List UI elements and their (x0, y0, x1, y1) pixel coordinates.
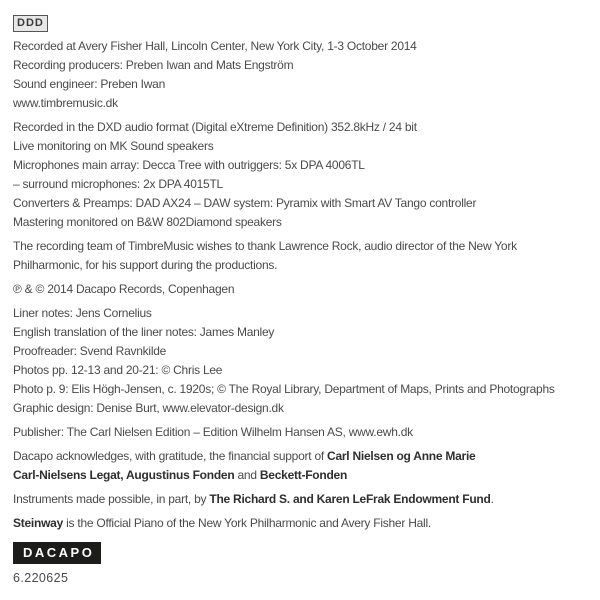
paragraph-financial-support (13, 447, 594, 485)
text-line (13, 423, 594, 442)
text-line (13, 399, 594, 418)
regular-text: Philharmonic, for his support during the productions. (13, 258, 278, 272)
regular-text: Sound engineer: Preben Iwan (13, 77, 166, 91)
regular-text: Instruments made possible, in part, by (13, 492, 210, 506)
bold-text: The Richard S. and Karen LeFrak Endowment Fund (209, 492, 491, 506)
text-line (13, 447, 594, 466)
text-line (13, 490, 594, 509)
regular-text: Dacapo acknowledges, with gratitude, the financial support of (13, 449, 328, 463)
text-line (13, 194, 594, 213)
label-logo-row (13, 538, 594, 564)
text-line (13, 156, 594, 175)
text-line (13, 75, 594, 94)
regular-text: Microphones main array: Decca Tree with outriggers: 5x DPA 4006TL (13, 158, 365, 172)
regular-text: Live monitoring on MK Sound speakers (13, 139, 214, 153)
text-line (13, 137, 594, 156)
text-line (13, 280, 594, 299)
text-line (13, 342, 594, 361)
regular-text: and (234, 468, 260, 482)
regular-text: – surround microphones: 2x DPA 4015TL (13, 177, 223, 191)
text-line (13, 361, 594, 380)
text-line (13, 37, 594, 56)
spars-code-badge: DDD (13, 15, 48, 32)
regular-text: English translation of the liner notes: James Manley (13, 325, 275, 339)
text-line (13, 323, 594, 342)
paragraph-credits (13, 304, 594, 418)
regular-text: Mastering monitored on B&W 802Diamond speakers (13, 215, 282, 229)
paragraph-recording-info (13, 37, 594, 113)
text-line (13, 514, 594, 533)
dacapo-logo: DACAPO (13, 542, 101, 564)
paragraph-technical-details (13, 118, 594, 232)
paragraph-instruments (13, 490, 594, 509)
catalog-number: 6.220625 (13, 571, 69, 585)
text-line (13, 213, 594, 232)
text-line (13, 256, 594, 275)
paragraph-timbremusic-thanks (13, 237, 594, 275)
regular-text: Proofreader: Svend Ravnkilde (13, 344, 167, 358)
text-line (13, 56, 594, 75)
bold-text: Beckett-Fonden (259, 468, 348, 482)
regular-text: Photos pp. 12-13 and 20-21: © Chris Lee (13, 363, 223, 377)
regular-text: Converters & Preamps: DAD AX24 – DAW system: Pyramix with Smart AV Tango controller (13, 196, 477, 210)
regular-text: is the Official Piano of the New York Philharmonic and Avery Fisher Hall. (63, 516, 431, 530)
text-line (13, 237, 594, 256)
regular-text: Recording producers: Preben Iwan and Mats Engström (13, 58, 294, 72)
regular-text: Recorded in the DXD audio format (Digital eXtreme Definition) 352.8kHz / 24 bit (13, 120, 417, 134)
paragraph-steinway (13, 514, 594, 533)
bold-text: Carl Nielsen og Anne Marie (327, 449, 476, 463)
text-line (13, 175, 594, 194)
bold-text: Steinway (13, 516, 64, 530)
paragraph-copyright (13, 280, 594, 299)
regular-text: Liner notes: Jens Cornelius (13, 306, 152, 320)
regular-text: ℗ & © 2014 Dacapo Records, Copenhagen (13, 282, 235, 296)
regular-text: www.timbremusic.dk (13, 96, 118, 110)
regular-text: Recorded at Avery Fisher Hall, Lincoln Center, New York City, 1-3 October 2014 (13, 39, 417, 53)
text-line (13, 94, 594, 113)
text-line (13, 466, 594, 485)
text-line (13, 304, 594, 323)
regular-text: . (490, 492, 494, 506)
regular-text: Photo p. 9: Elis Högh-Jensen, c. 1920s; © The Royal Library, Department of Maps, Prints and Photographs (13, 382, 555, 396)
paragraph-publisher (13, 423, 594, 442)
bold-text: Carl-Nielsens Legat, Augustinus Fonden (13, 468, 235, 482)
regular-text: Publisher: The Carl Nielsen Edition – Edition Wilhelm Hansen AS, www.ewh.dk (13, 425, 413, 439)
regular-text: The recording team of TimbreMusic wishes to thank Lawrence Rock, audio director of the New York (13, 239, 517, 253)
text-line (13, 118, 594, 137)
regular-text: Graphic design: Denise Burt, www.elevator-design.dk (13, 401, 284, 415)
text-line (13, 380, 594, 399)
